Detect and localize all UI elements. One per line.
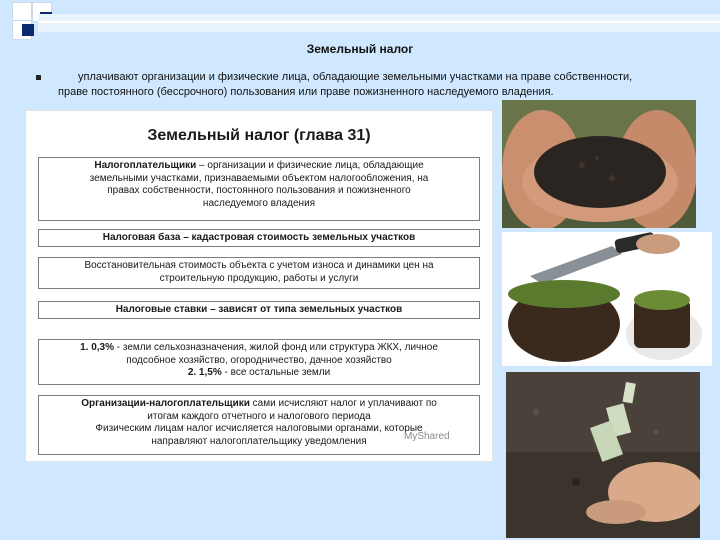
decor-band (38, 14, 720, 32)
watermark: MyShared (404, 431, 450, 442)
decor-square-dark (22, 24, 34, 36)
bullet-icon (36, 75, 41, 80)
organizations-label: Организации-налогоплательщики (81, 398, 250, 409)
taxpayers-text: наследуемого владения (202, 197, 316, 209)
tax-document (25, 110, 493, 462)
bullet-item (58, 70, 698, 100)
rate-item-1-value: 1. 0,3% (80, 342, 115, 353)
calculation-text: Физическим лицам налог исчисляется налоговыми органами, которые (95, 423, 423, 435)
rate-item-1-cont: подсобное хозяйство, огородничество, дачное хозяйство (126, 354, 392, 366)
document-title: Земельный налог (глава 31) (147, 127, 371, 144)
restoration-value-box (38, 257, 480, 289)
rates-list-box (38, 339, 480, 385)
money-in-soil-photo (506, 372, 700, 538)
tax-rates-text: Налоговые ставки – зависят от типа земельных участков (115, 304, 403, 315)
restoration-text: строительную продукцию, работы и услуги (159, 272, 359, 284)
rate-item-2-text: - все остальные земли (221, 367, 331, 379)
taxpayers-text: правах собственности, постоянного пользования и пожизненного (107, 185, 411, 197)
knife-cutting-soil-photo (502, 232, 712, 366)
bullet-text-cont: праве постоянного (бессрочного) пользования или праве пожизненного наследуемого владения. (58, 86, 554, 98)
bullet-text: уплачивают организации и физические лица, обладающие земельными участками на праве собственности, (78, 71, 633, 83)
calculation-box (38, 395, 480, 455)
taxpayers-box (38, 157, 480, 221)
calculation-text: итогам каждого отчетного и налогового периода (147, 410, 371, 422)
calculation-text: сами исчисляют налог и уплачивают по (249, 398, 437, 409)
calculation-text: направляют налогоплательщику уведомления (151, 435, 367, 447)
tax-rates-box (38, 301, 480, 319)
taxpayers-text: – организации и физические лица, обладающие (196, 160, 424, 171)
tax-base-box (38, 229, 480, 247)
tax-base-text: Налоговая база – кадастровая стоимость земельных участков (102, 232, 416, 243)
hands-with-soil-photo (502, 100, 696, 228)
taxpayers-label: Налогоплательщики (94, 160, 197, 171)
slide-title: Земельный налог (306, 42, 414, 56)
decorative-header (0, 0, 720, 40)
rate-item-1-text: - земли сельхозназначения, жилой фонд или структура ЖКХ, личное (114, 342, 438, 353)
taxpayers-text: земельными участками, признаваемыми объектом налогообложения, на (89, 172, 429, 184)
decor-square (12, 2, 32, 22)
restoration-text: Восстановительная стоимость объекта с учетом износа и динамики цен на (84, 260, 434, 271)
rate-item-2-value: 2. 1,5% (187, 367, 222, 379)
